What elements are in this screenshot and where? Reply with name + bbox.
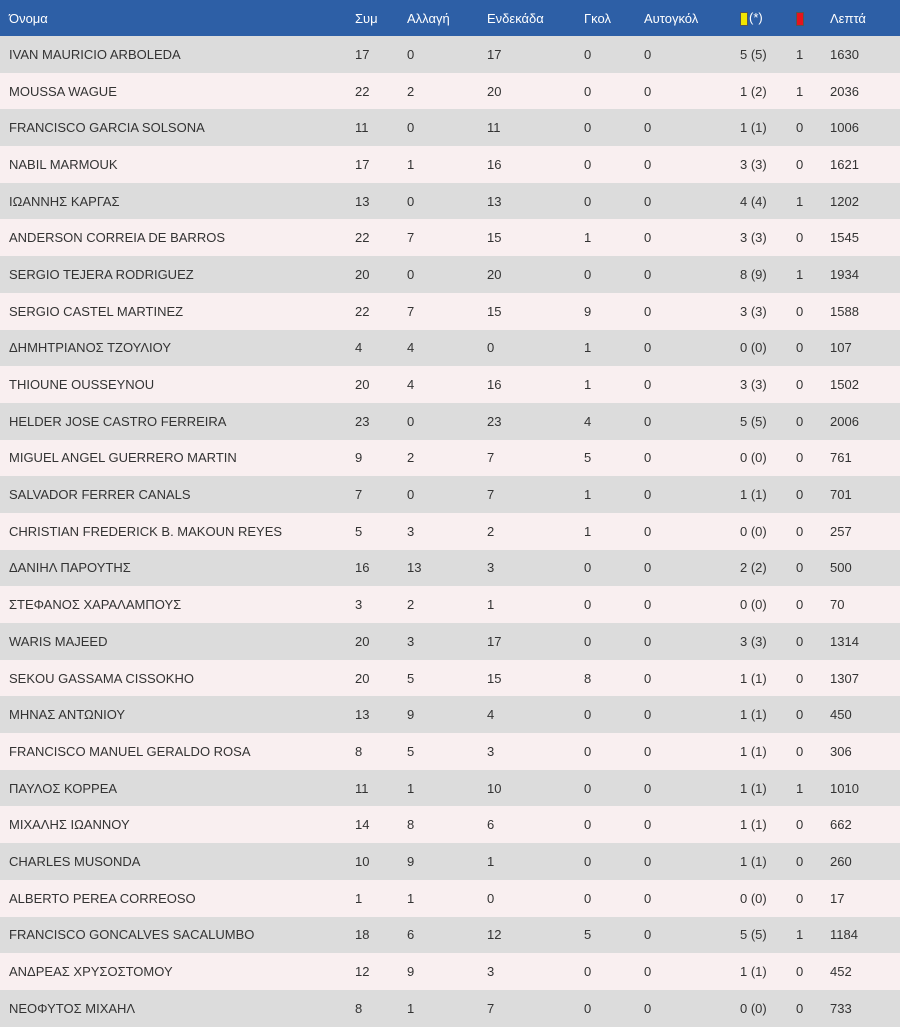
- table-row[interactable]: [0, 403, 900, 440]
- starting-xi-cell: 13: [487, 193, 502, 209]
- substitutions-cell: 8: [407, 817, 415, 833]
- red-cards-cell: 1: [796, 780, 804, 796]
- appearances-cell: 3: [355, 597, 363, 613]
- yellow-cards-cell: 2 (2): [740, 560, 767, 576]
- own-goals-cell: 0: [644, 193, 652, 209]
- starting-xi-cell: 20: [487, 266, 502, 282]
- table-row[interactable]: [0, 146, 900, 183]
- player-name-cell[interactable]: ΔΗΜΗΤΡΙΑΝΟΣ ΤΖΟΥΛΙΟΥ: [9, 340, 172, 356]
- player-name-cell[interactable]: MIGUEL ANGEL GUERRERO MARTIN: [9, 450, 237, 466]
- appearances-cell: 12: [355, 964, 370, 980]
- goals-cell: 1: [584, 487, 592, 503]
- starting-xi-cell: 3: [487, 743, 495, 759]
- own-goals-cell: 0: [644, 303, 652, 319]
- substitutions-cell: 13: [407, 560, 422, 576]
- yellow-suffix: (*): [749, 10, 763, 26]
- minutes-cell: 733: [830, 1000, 852, 1016]
- goals-cell: 0: [584, 46, 592, 62]
- substitutions-cell: 1: [407, 1000, 415, 1016]
- header-minutes[interactable]: Λεπτά: [830, 10, 866, 26]
- table-row[interactable]: [0, 660, 900, 697]
- substitutions-cell: 0: [407, 193, 415, 209]
- appearances-cell: 10: [355, 853, 370, 869]
- player-name-cell[interactable]: SERGIO CASTEL MARTINEZ: [9, 303, 184, 319]
- red-cards-cell: 0: [796, 230, 804, 246]
- own-goals-cell: 0: [644, 853, 652, 869]
- yellow-cards-cell: 5 (5): [740, 413, 767, 429]
- substitutions-cell: 1: [407, 780, 415, 796]
- substitutions-cell: 7: [407, 303, 415, 319]
- yellow-cards-cell: 1 (1): [740, 707, 767, 723]
- own-goals-cell: 0: [644, 523, 652, 539]
- red-cards-cell: 0: [796, 670, 804, 686]
- red-cards-cell: 0: [796, 890, 804, 906]
- appearances-cell: 17: [355, 156, 370, 172]
- substitutions-cell: 0: [407, 266, 415, 282]
- starting-xi-cell: 15: [487, 670, 502, 686]
- table-row[interactable]: [0, 219, 900, 256]
- yellow-cards-cell: 1 (1): [740, 853, 767, 869]
- table-row[interactable]: [0, 330, 900, 367]
- appearances-cell: 8: [355, 1000, 363, 1016]
- substitutions-cell: 2: [407, 597, 415, 613]
- red-cards-cell: 0: [796, 707, 804, 723]
- goals-cell: 0: [584, 597, 592, 613]
- goals-cell: 0: [584, 817, 592, 833]
- own-goals-cell: 0: [644, 266, 652, 282]
- appearances-cell: 11: [355, 120, 369, 136]
- header-name[interactable]: Όνομα: [9, 10, 48, 26]
- minutes-cell: 1934: [830, 266, 859, 282]
- starting-xi-cell: 4: [487, 707, 495, 723]
- substitutions-cell: 1: [407, 156, 415, 172]
- player-name-cell[interactable]: FRANCISCO GARCIA SOLSONA: [9, 120, 205, 136]
- goals-cell: 0: [584, 560, 592, 576]
- red-cards-cell: 0: [796, 450, 804, 466]
- starting-xi-cell: 17: [487, 46, 502, 62]
- own-goals-cell: 0: [644, 890, 652, 906]
- player-name-cell[interactable]: IVAN MAURICIO ARBOLEDA: [9, 46, 181, 62]
- table-row[interactable]: [0, 256, 900, 293]
- player-name-cell[interactable]: ΠΑΥΛΟΣ ΚΟΡΡΕΑ: [9, 780, 118, 796]
- goals-cell: 9: [584, 303, 592, 319]
- minutes-cell: 1545: [830, 230, 859, 246]
- table-row[interactable]: [0, 36, 900, 73]
- red-cards-cell: 0: [796, 560, 804, 576]
- minutes-cell: 701: [830, 487, 852, 503]
- substitutions-cell: 4: [407, 340, 415, 356]
- player-name-cell[interactable]: ΑΝΔΡΕΑΣ ΧΡΥΣΟΣΤΟΜΟΥ: [9, 964, 173, 980]
- minutes-cell: 260: [830, 853, 852, 869]
- red-cards-cell: 0: [796, 156, 804, 172]
- own-goals-cell: 0: [644, 707, 652, 723]
- substitutions-cell: 0: [407, 487, 415, 503]
- player-name-cell[interactable]: ΣΤΕΦΑΝΟΣ ΧΑΡΑΛΑΜΠΟΥΣ: [9, 597, 182, 613]
- substitutions-cell: 0: [407, 413, 415, 429]
- goals-cell: 0: [584, 964, 592, 980]
- substitutions-cell: 2: [407, 450, 415, 466]
- red-cards-cell: 0: [796, 523, 804, 539]
- starting-xi-cell: 7: [487, 450, 495, 466]
- appearances-cell: 13: [355, 707, 370, 723]
- substitutions-cell: 3: [407, 633, 415, 649]
- own-goals-cell: 0: [644, 1000, 652, 1016]
- yellow-cards-cell: 3 (3): [740, 633, 767, 649]
- player-name-cell[interactable]: THIOUNE OUSSEYNOU: [9, 377, 155, 393]
- player-name-cell[interactable]: ΜΗΝΑΣ ΑΝΤΩΝΙΟΥ: [9, 707, 126, 723]
- goals-cell: 0: [584, 1000, 592, 1016]
- own-goals-cell: 0: [644, 670, 652, 686]
- yellow-cards-cell: 0 (0): [740, 1000, 767, 1016]
- table-row[interactable]: [0, 843, 900, 880]
- starting-xi-cell: 11: [487, 120, 501, 136]
- player-name-cell[interactable]: ΝΕΟΦΥΤΟΣ ΜΙΧΑΗΛ: [9, 1000, 136, 1016]
- table-row[interactable]: [0, 109, 900, 146]
- substitutions-cell: 0: [407, 46, 415, 62]
- goals-cell: 1: [584, 230, 592, 246]
- red-cards-cell: 1: [796, 83, 804, 99]
- goals-cell: 0: [584, 193, 592, 209]
- yellow-cards-cell: 1 (1): [740, 743, 767, 759]
- starting-xi-cell: 3: [487, 964, 495, 980]
- minutes-cell: 2036: [830, 83, 859, 99]
- player-name-cell[interactable]: ΜΙΧΑΛΗΣ ΙΩΑΝΝΟΥ: [9, 817, 130, 833]
- red-cards-cell: 0: [796, 120, 804, 136]
- starting-xi-cell: 15: [487, 230, 502, 246]
- starting-xi-cell: 15: [487, 303, 502, 319]
- yellow-cards-cell: 1 (1): [740, 487, 767, 503]
- red-card-icon: [796, 12, 804, 26]
- table-row[interactable]: [0, 550, 900, 587]
- appearances-cell: 23: [355, 413, 370, 429]
- appearances-cell: 5: [355, 523, 363, 539]
- table-row[interactable]: [0, 696, 900, 733]
- yellow-cards-cell: 3 (3): [740, 303, 767, 319]
- goals-cell: 5: [584, 450, 592, 466]
- own-goals-cell: 0: [644, 817, 652, 833]
- yellow-cards-cell: 5 (5): [740, 927, 767, 943]
- minutes-cell: 1621: [830, 156, 859, 172]
- own-goals-cell: 0: [644, 156, 652, 172]
- header-goals[interactable]: Γκολ: [584, 10, 611, 26]
- goals-cell: 8: [584, 670, 592, 686]
- player-name-cell[interactable]: SEKOU GASSAMA CISSOKHO: [9, 670, 194, 686]
- yellow-cards-cell: 1 (1): [740, 817, 767, 833]
- substitutions-cell: 5: [407, 743, 415, 759]
- minutes-cell: 1502: [830, 377, 859, 393]
- own-goals-cell: 0: [644, 46, 652, 62]
- header-starting-xi[interactable]: Ενδεκάδα: [487, 10, 544, 26]
- header-red-cards[interactable]: [796, 0, 830, 36]
- red-cards-cell: 0: [796, 487, 804, 503]
- table-row[interactable]: [0, 513, 900, 550]
- substitutions-cell: 2: [407, 83, 415, 99]
- substitutions-cell: 9: [407, 853, 415, 869]
- table-row[interactable]: [0, 73, 900, 110]
- starting-xi-cell: 1: [487, 853, 495, 869]
- goals-cell: 1: [584, 340, 592, 356]
- minutes-cell: 1184: [830, 927, 858, 943]
- table-row[interactable]: [0, 990, 900, 1027]
- red-cards-cell: 0: [796, 340, 804, 356]
- goals-cell: 5: [584, 927, 592, 943]
- appearances-cell: 11: [355, 780, 369, 796]
- minutes-cell: 1006: [830, 120, 859, 136]
- header-own-goals[interactable]: Αυτογκόλ: [644, 10, 699, 26]
- player-name-cell[interactable]: SERGIO TEJERA RODRIGUEZ: [9, 266, 194, 282]
- red-cards-cell: 1: [796, 927, 804, 943]
- own-goals-cell: 0: [644, 340, 652, 356]
- red-cards-cell: 1: [796, 266, 804, 282]
- starting-xi-cell: 0: [487, 890, 495, 906]
- appearances-cell: 16: [355, 560, 370, 576]
- own-goals-cell: 0: [644, 487, 652, 503]
- header-yellow-cards[interactable]: [740, 0, 796, 36]
- red-cards-cell: 0: [796, 853, 804, 869]
- yellow-cards-cell: 0 (0): [740, 597, 767, 613]
- goals-cell: 0: [584, 890, 592, 906]
- minutes-cell: 1010: [830, 780, 859, 796]
- starting-xi-cell: 12: [487, 927, 502, 943]
- starting-xi-cell: 16: [487, 156, 502, 172]
- red-cards-cell: 0: [796, 633, 804, 649]
- yellow-cards-cell: 1 (1): [740, 964, 767, 980]
- own-goals-cell: 0: [644, 450, 652, 466]
- red-cards-cell: 0: [796, 743, 804, 759]
- player-name-cell[interactable]: CHRISTIAN FREDERICK B. MAKOUN REYES: [9, 523, 283, 539]
- table-row[interactable]: [0, 586, 900, 623]
- starting-xi-cell: 17: [487, 633, 502, 649]
- table-row[interactable]: [0, 733, 900, 770]
- red-cards-cell: 1: [796, 193, 804, 209]
- appearances-cell: 7: [355, 487, 363, 503]
- red-cards-cell: 1: [796, 46, 804, 62]
- header-substitutions[interactable]: Αλλαγή: [407, 10, 450, 26]
- minutes-cell: 1307: [830, 670, 859, 686]
- substitutions-cell: 1: [407, 890, 415, 906]
- substitutions-cell: 7: [407, 230, 415, 246]
- table-row[interactable]: [0, 476, 900, 513]
- player-name-cell[interactable]: ANDERSON CORREIA DE BARROS: [9, 230, 225, 246]
- yellow-cards-cell: 0 (0): [740, 340, 767, 356]
- table-row[interactable]: [0, 806, 900, 843]
- substitutions-cell: 5: [407, 670, 415, 686]
- minutes-cell: 1314: [830, 633, 859, 649]
- minutes-cell: 2006: [830, 413, 859, 429]
- table-row[interactable]: [0, 440, 900, 477]
- appearances-cell: 17: [355, 46, 370, 62]
- minutes-cell: 662: [830, 817, 852, 833]
- goals-cell: 0: [584, 120, 592, 136]
- yellow-cards-cell: 0 (0): [740, 523, 767, 539]
- own-goals-cell: 0: [644, 120, 652, 136]
- own-goals-cell: 0: [644, 560, 652, 576]
- own-goals-cell: 0: [644, 230, 652, 246]
- starting-xi-cell: 2: [487, 523, 495, 539]
- player-name-cell[interactable]: FRANCISCO GONCALVES SACALUMBO: [9, 927, 255, 943]
- yellow-cards-cell: 1 (1): [740, 120, 767, 136]
- goals-cell: 0: [584, 633, 592, 649]
- appearances-cell: 20: [355, 670, 370, 686]
- player-name-cell[interactable]: SALVADOR FERRER CANALS: [9, 487, 191, 503]
- player-name-cell[interactable]: FRANCISCO MANUEL GERALDO ROSA: [9, 743, 251, 759]
- own-goals-cell: 0: [644, 83, 652, 99]
- minutes-cell: 306: [830, 743, 852, 759]
- starting-xi-cell: 16: [487, 377, 502, 393]
- appearances-cell: 20: [355, 266, 370, 282]
- appearances-cell: 8: [355, 743, 363, 759]
- yellow-cards-cell: 1 (1): [740, 670, 767, 686]
- table-row[interactable]: [0, 366, 900, 403]
- minutes-cell: 450: [830, 707, 852, 723]
- yellow-cards-cell: 1 (2): [740, 83, 767, 99]
- appearances-cell: 18: [355, 927, 370, 943]
- appearances-cell: 9: [355, 450, 363, 466]
- starting-xi-cell: 6: [487, 817, 495, 833]
- starting-xi-cell: 20: [487, 83, 502, 99]
- own-goals-cell: 0: [644, 597, 652, 613]
- table-row[interactable]: [0, 917, 900, 954]
- red-cards-cell: 0: [796, 377, 804, 393]
- own-goals-cell: 0: [644, 413, 652, 429]
- appearances-cell: 20: [355, 377, 370, 393]
- yellow-cards-cell: 0 (0): [740, 450, 767, 466]
- table-row[interactable]: [0, 770, 900, 807]
- red-cards-cell: 0: [796, 964, 804, 980]
- yellow-cards-cell: 1 (1): [740, 780, 767, 796]
- minutes-cell: 107: [830, 340, 852, 356]
- appearances-cell: 13: [355, 193, 370, 209]
- goals-cell: 0: [584, 853, 592, 869]
- minutes-cell: 500: [830, 560, 852, 576]
- appearances-cell: 22: [355, 230, 370, 246]
- table-row[interactable]: [0, 623, 900, 660]
- player-name-cell[interactable]: ΙΩΑΝΝΗΣ ΚΑΡΓΑΣ: [9, 193, 120, 209]
- goals-cell: 1: [584, 377, 592, 393]
- player-name-cell[interactable]: MOUSSA WAGUE: [9, 83, 117, 99]
- minutes-cell: 1202: [830, 193, 859, 209]
- yellow-cards-cell: 3 (3): [740, 230, 767, 246]
- yellow-cards-cell: 3 (3): [740, 156, 767, 172]
- yellow-cards-cell: 4 (4): [740, 193, 767, 209]
- table-row[interactable]: [0, 293, 900, 330]
- table-row[interactable]: [0, 880, 900, 917]
- own-goals-cell: 0: [644, 927, 652, 943]
- minutes-cell: 452: [830, 964, 852, 980]
- red-cards-cell: 0: [796, 817, 804, 833]
- player-name-cell[interactable]: ΔΑΝΙΗΛ ΠΑΡΟΥΤΗΣ: [9, 560, 131, 576]
- table-body: [0, 36, 900, 1027]
- appearances-cell: 22: [355, 83, 370, 99]
- starting-xi-cell: 3: [487, 560, 495, 576]
- own-goals-cell: 0: [644, 743, 652, 759]
- minutes-cell: 761: [830, 450, 852, 466]
- red-cards-cell: 0: [796, 597, 804, 613]
- yellow-cards-cell: 3 (3): [740, 377, 767, 393]
- substitutions-cell: 6: [407, 927, 415, 943]
- player-name-cell[interactable]: WARIS MAJEED: [9, 633, 108, 649]
- player-name-cell[interactable]: CHARLES MUSONDA: [9, 853, 141, 869]
- appearances-cell: 1: [355, 890, 363, 906]
- own-goals-cell: 0: [644, 633, 652, 649]
- table-row[interactable]: [0, 183, 900, 220]
- substitutions-cell: 9: [407, 707, 415, 723]
- substitutions-cell: 4: [407, 377, 415, 393]
- substitutions-cell: 3: [407, 523, 415, 539]
- red-cards-cell: 0: [796, 1000, 804, 1016]
- starting-xi-cell: 23: [487, 413, 502, 429]
- minutes-cell: 1630: [830, 46, 859, 62]
- starting-xi-cell: 7: [487, 487, 495, 503]
- appearances-cell: 4: [355, 340, 363, 356]
- own-goals-cell: 0: [644, 377, 652, 393]
- substitutions-cell: 0: [407, 120, 415, 136]
- minutes-cell: 257: [830, 523, 852, 539]
- yellow-card-icon: [740, 12, 748, 26]
- header-appearances[interactable]: Συμ: [355, 10, 378, 26]
- minutes-cell: 17: [830, 890, 845, 906]
- goals-cell: 0: [584, 707, 592, 723]
- yellow-cards-cell: 0 (0): [740, 890, 767, 906]
- player-name-cell[interactable]: HELDER JOSE CASTRO FERREIRA: [9, 413, 227, 429]
- minutes-cell: 70: [830, 597, 845, 613]
- player-name-cell[interactable]: ALBERTO PEREA CORREOSO: [9, 890, 196, 906]
- goals-cell: 0: [584, 266, 592, 282]
- goals-cell: 4: [584, 413, 592, 429]
- yellow-cards-cell: 8 (9): [740, 266, 767, 282]
- starting-xi-cell: 1: [487, 597, 495, 613]
- table-row[interactable]: [0, 953, 900, 990]
- starting-xi-cell: 10: [487, 780, 502, 796]
- goals-cell: 0: [584, 743, 592, 759]
- minutes-cell: 1588: [830, 303, 859, 319]
- own-goals-cell: 0: [644, 780, 652, 796]
- red-cards-cell: 0: [796, 413, 804, 429]
- goals-cell: 0: [584, 780, 592, 796]
- table-header: [0, 0, 900, 36]
- own-goals-cell: 0: [644, 964, 652, 980]
- goals-cell: 1: [584, 523, 592, 539]
- appearances-cell: 20: [355, 633, 370, 649]
- goals-cell: 0: [584, 156, 592, 172]
- player-name-cell[interactable]: NABIL MARMOUK: [9, 156, 118, 172]
- red-cards-cell: 0: [796, 303, 804, 319]
- appearances-cell: 14: [355, 817, 370, 833]
- goals-cell: 0: [584, 83, 592, 99]
- substitutions-cell: 9: [407, 964, 415, 980]
- appearances-cell: 22: [355, 303, 370, 319]
- starting-xi-cell: 0: [487, 340, 495, 356]
- starting-xi-cell: 7: [487, 1000, 495, 1016]
- yellow-cards-cell: 5 (5): [740, 46, 767, 62]
- header-row: [0, 0, 900, 36]
